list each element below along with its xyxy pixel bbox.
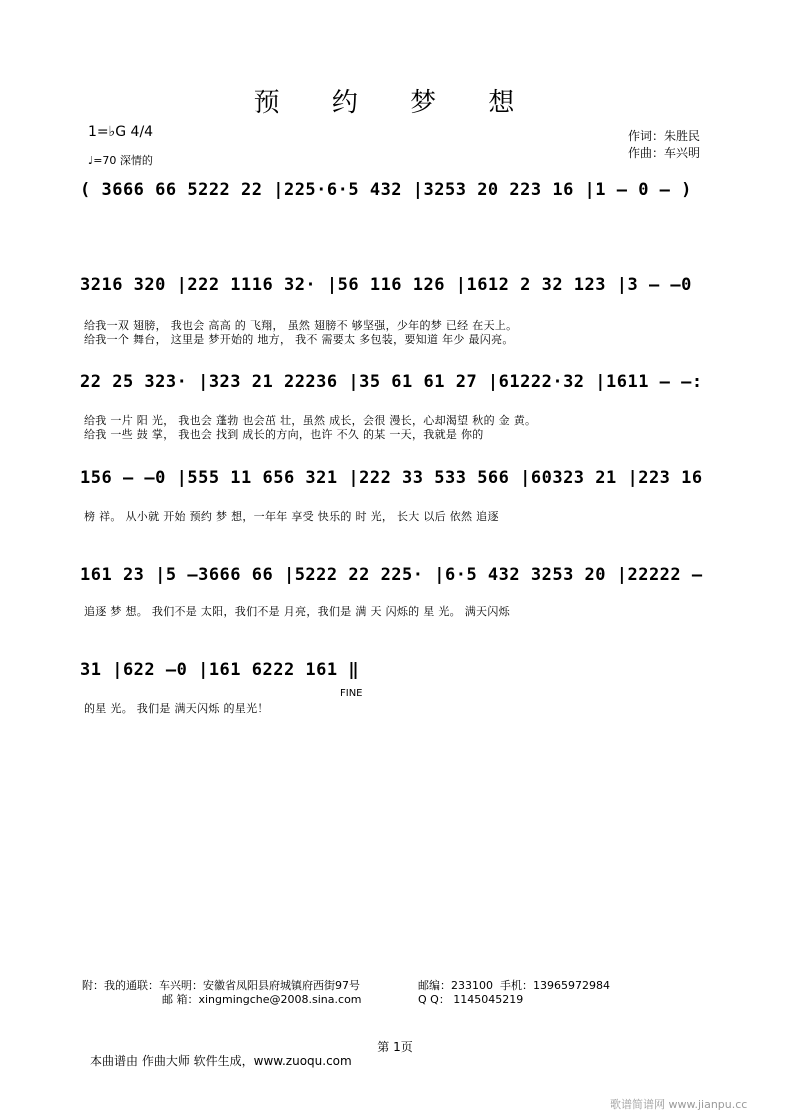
lyrics-verse-1: 追逐 梦 想。 我们不是 太阳，我们不是 月亮，我们是 满 天 闪烁的 星 光。 满天闪烁 xyxy=(84,605,510,618)
composer: 作曲：车兴明 xyxy=(628,146,701,160)
key-signature: 1=♭G 4/4 xyxy=(88,124,154,140)
lyrics-verse-1: 榜 祥。 从小就 开始 预约 梦 想，一年年 享受 快乐的 时 光， 长大 以后 依然 追逐 xyxy=(84,510,499,523)
score-system-3 xyxy=(80,372,730,442)
tempo-marking: ♩=70 深情的 xyxy=(88,154,153,167)
watermark: 歌谱简谱网 www.jianpu.cc xyxy=(610,1098,748,1111)
notation-line: 156 – –0 |555 11 656 321 |222 33 533 566 |60323 21 |223 16 xyxy=(80,468,703,488)
lyrics-verse-1: 的星 光。 我们是 满天闪烁 的星光！ xyxy=(84,702,269,715)
footer-qq: Q Q： 1145045219 xyxy=(418,993,524,1006)
generator-credit: 本曲谱由 作曲大师 软件生成，www.zuoqu.com xyxy=(90,1054,352,1068)
lyrics-verse-2: 给我一个 舞台， 这里是 梦开始的 地方， 我不 需要太 多包装，要知道 年少 最闪亮。 xyxy=(84,333,514,346)
footer-postcode: 邮编：233100 xyxy=(418,979,493,992)
lyricist: 作词：朱胜民 xyxy=(628,129,701,143)
score-system-5 xyxy=(80,565,730,625)
lyrics-verse-1: 给我 一片 阳 光， 我也会 蓬勃 也会茁 壮，虽然 成长，会很 漫长，心却渴望 秋的 金 黄。 xyxy=(84,414,537,427)
notation-line: 161 23 |5 –3666 66 |5222 22 225· |6·5 432 3253 20 |22222 – xyxy=(80,565,703,585)
footer-mobile: 手机：13965972984 xyxy=(500,979,610,992)
footer-email: 邮 箱：xingmingche@2008.sina.com xyxy=(162,993,362,1006)
notation-line: 31 |622 –0 |161 6222 161 ‖ xyxy=(80,660,360,680)
score-system-2 xyxy=(80,275,730,345)
notation-line: 22 25 323· |323 21 22236 |35 61 61 27 |61222·32 |1611 – –: xyxy=(80,372,703,392)
page-title: 预 约 梦 想 xyxy=(253,88,537,118)
footer-contact: 附：我的通联：车兴明：安徽省凤阳县府城镇府西街97号 xyxy=(82,979,360,992)
score-system-1 xyxy=(80,178,730,208)
page-number: 第 1页 xyxy=(377,1040,413,1054)
notation-line: ( 3666 66 5222 22 |225·6·5 432 |3253 20 223 16 |1 – 0 – ) xyxy=(80,180,692,200)
notation-line: 3216 320 |222 1116 32· |56 116 126 |1612 2 32 123 |3 – –0 xyxy=(80,275,692,295)
lyrics-verse-1: 给我一双 翅膀， 我也会 高高 的 飞翔， 虽然 翅膀不 够坚强，少年的梦 已经 在天上。 xyxy=(84,319,518,332)
score-system-6 xyxy=(80,660,730,720)
score-system-4 xyxy=(80,468,730,528)
lyrics-verse-2: 给我 一些 鼓 掌， 我也会 找到 成长的方向，也许 不久 的某 一天，我就是 你的 xyxy=(84,428,484,441)
fine-marking: FINE xyxy=(340,688,363,699)
credits xyxy=(628,128,700,162)
